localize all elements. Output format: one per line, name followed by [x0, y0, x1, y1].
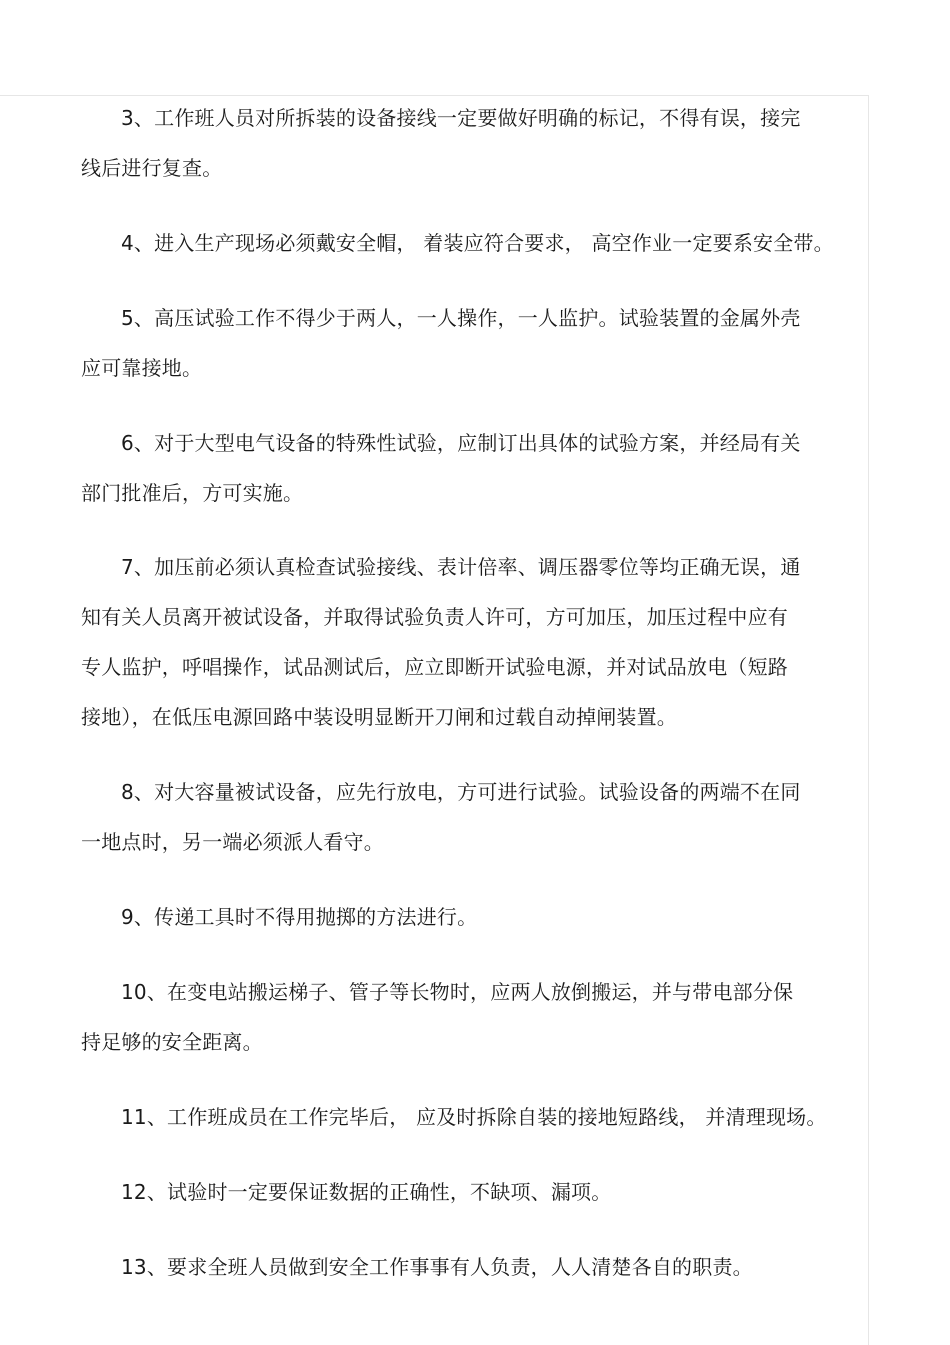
item-7-line-3: 专人监护，呼唱操作，试品测试后，应立即断开试验电源，并对试品放电（短路 [81, 655, 788, 679]
item-8-line-1: 8、对大容量被试设备，应先行放电，方可进行试验。试验设备的两端不在同 [121, 780, 801, 804]
item-7-line-2: 知有关人员离开被试设备，并取得试验负责人许可，方可加压，加压过程中应有 [81, 605, 788, 629]
item-10-line-2: 持足够的安全距离。 [81, 1030, 263, 1054]
item-3-line-1: 3、工作班人员对所拆装的设备接线一定要做好明确的标记，不得有误，接完 [121, 106, 801, 130]
item-6-line-1: 6、对于大型电气设备的特殊性试验，应制订出具体的试验方案，并经局有关 [121, 431, 801, 455]
item-8-line-2: 一地点时，另一端必须派人看守。 [81, 830, 384, 854]
item-6-line-2: 部门批准后，方可实施。 [81, 481, 304, 505]
item-12-line-1: 12、试验时一定要保证数据的正确性，不缺项、漏项。 [121, 1180, 612, 1204]
item-9-line-1: 9、传递工具时不得用抛掷的方法进行。 [121, 905, 478, 929]
item-10-line-1: 10、在变电站搬运梯子、管子等长物时，应两人放倒搬运，并与带电部分保 [121, 980, 794, 1004]
item-4-line-1: 4、进入生产现场必须戴安全帽， 着装应符合要求， 高空作业一定要系安全带。 [121, 231, 834, 255]
item-3-line-2: 线后进行复查。 [81, 156, 223, 180]
item-5-line-2: 应可靠接地。 [81, 356, 203, 380]
item-5-line-1: 5、高压试验工作不得少于两人，一人操作，一人监护。试验装置的金属外壳 [121, 306, 801, 330]
item-11-line-1: 11、工作班成员在工作完毕后， 应及时拆除自装的接地短路线， 并清理现场。 [121, 1105, 827, 1129]
item-7-line-4: 接地），在低压电源回路中装设明显断开刀闸和过载自动掉闸装置。 [81, 705, 677, 729]
item-7-line-1: 7、加压前必须认真检查试验接线、表计倍率、调压器零位等均正确无误，通 [121, 555, 801, 579]
item-13-line-1: 13、要求全班人员做到安全工作事事有人负责，人人清楚各自的职责。 [121, 1255, 753, 1279]
